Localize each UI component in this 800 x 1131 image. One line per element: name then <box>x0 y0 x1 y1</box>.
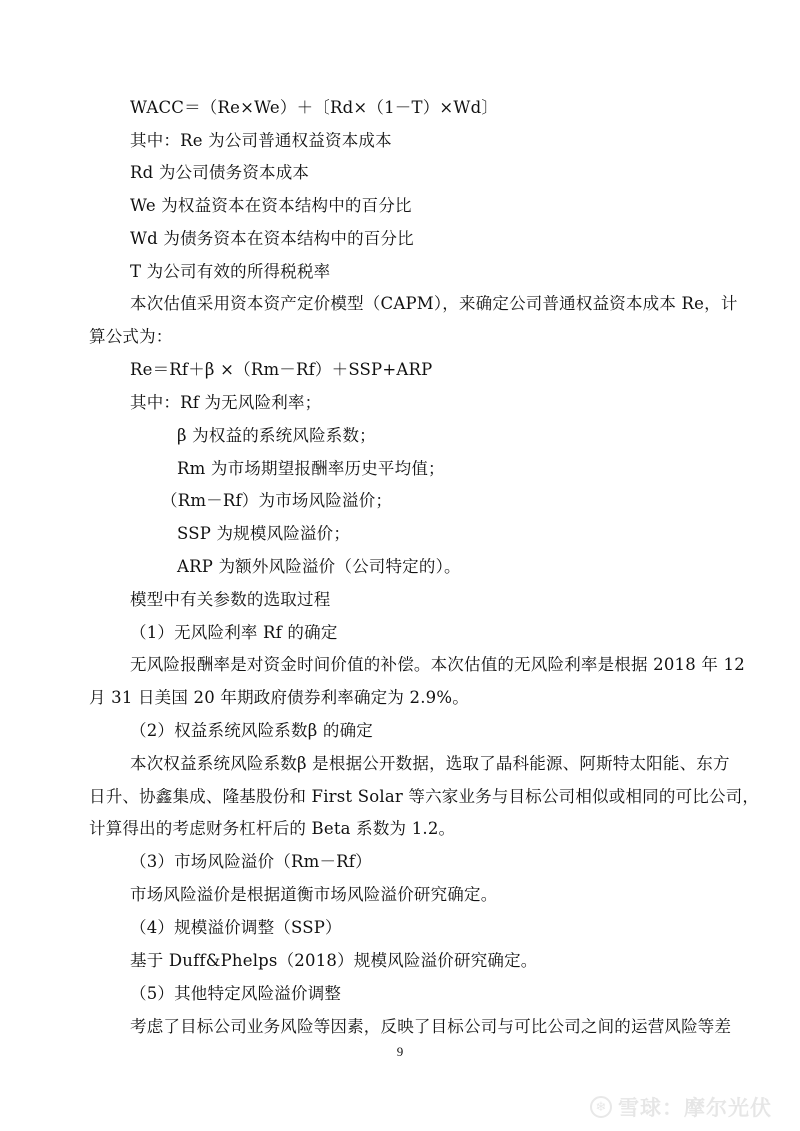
definition-re: 其中：Re 为公司普通权益资本成本 <box>130 131 392 150</box>
paragraph-other-line1: 考虑了目标公司业务风险等因素，反映了目标公司与可比公司之间的运营风险等差 <box>130 1017 732 1036</box>
definition-rf: 其中：Rf 为无风险利率； <box>130 393 322 412</box>
snowball-logo-icon: ❄ <box>590 1096 612 1118</box>
definition-rm: Rm 为市场期望报酬率历史平均值； <box>177 459 445 478</box>
paragraph-capm-line1: 本次估值采用资本资产定价模型（CAPM），来确定公司普通权益资本成本 Re，计 <box>130 294 738 313</box>
watermark <box>590 1093 772 1121</box>
paragraph-beta-line3: 计算得出的考虑财务杠杆后的 Beta 系数为 1.2。 <box>89 819 456 838</box>
paragraph-rf-line1: 无风险报酬率是对资金时间价值的补偿。本次估值的无风险利率是根据 2018 年 12 <box>130 655 745 674</box>
subheading-2: （2）权益系统风险系数β 的确定 <box>130 721 373 740</box>
subheading-3: （3）市场风险溢价（Rm－Rf） <box>130 852 372 871</box>
subheading-5: （5）其他特定风险溢价调整 <box>130 984 342 1003</box>
definition-mrp: （Rm－Rf）为市场风险溢价； <box>161 491 393 510</box>
paragraph-mrp: 市场风险溢价是根据道衡市场风险溢价研究确定。 <box>130 885 498 904</box>
definition-we: We 为权益资本在资本结构中的百分比 <box>130 196 412 215</box>
definition-wd: Wd 为债务资本在资本结构中的百分比 <box>130 229 414 248</box>
definition-rd: Rd 为公司债务资本成本 <box>130 163 310 182</box>
paragraph-beta-line2: 日升、协鑫集成、隆基股份和 First Solar 等六家业务与目标公司相似或相同的可比公司， <box>89 787 760 806</box>
page-number: 9 <box>396 1044 404 1059</box>
formula-wacc: WACC＝（Re×We）＋〔Rd×（1－T）×Wd〕 <box>130 98 499 117</box>
subheading-1: （1）无风险利率 Rf 的确定 <box>130 623 338 642</box>
paragraph-rf-line2: 月 31 日美国 20 年期政府债券利率确定为 2.9%。 <box>89 688 469 707</box>
paragraph-beta-line1: 本次权益系统风险系数β 是根据公开数据，选取了晶科能源、阿斯特太阳能、东方 <box>130 754 730 773</box>
formula-re: Re＝Rf＋β ×（Rm－Rf）＋SSP+ARP <box>130 360 433 379</box>
watermark-text: 雪球：摩尔光伏 <box>618 1096 772 1120</box>
definition-ssp: SSP 为规模风险溢价； <box>177 524 351 543</box>
section-heading-params: 模型中有关参数的选取过程 <box>130 590 331 609</box>
definition-beta: β 为权益的系统风险系数； <box>177 426 376 445</box>
subheading-4: （4）规模溢价调整（SSP） <box>130 918 342 937</box>
paragraph-ssp: 基于 Duff&Phelps（2018）规模风险溢价研究确定。 <box>130 951 538 970</box>
paragraph-capm-line2: 算公式为： <box>89 327 173 346</box>
definition-arp: ARP 为额外风险溢价（公司特定的）。 <box>177 557 461 576</box>
definition-t: T 为公司有效的所得税税率 <box>130 262 331 281</box>
